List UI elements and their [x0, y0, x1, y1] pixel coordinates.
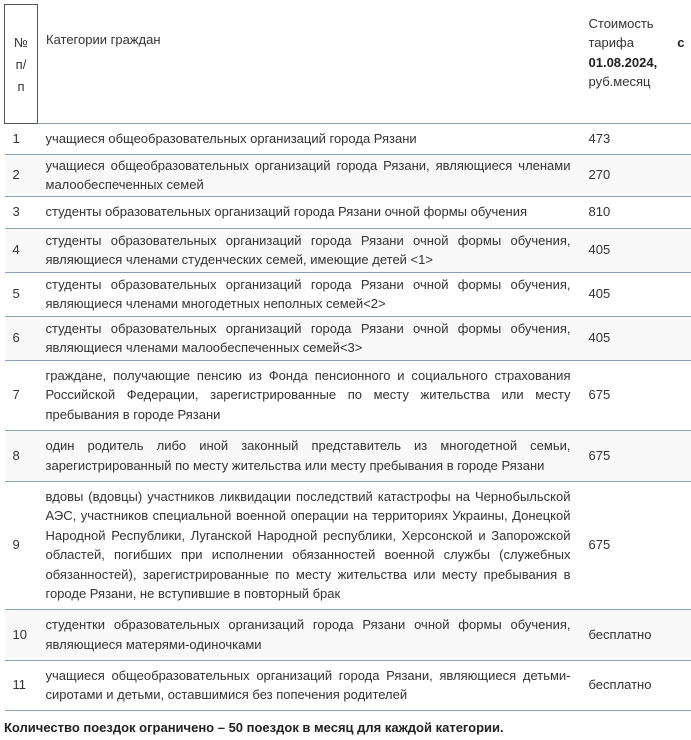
row-number: 3	[5, 196, 38, 228]
row-number: 4	[5, 228, 38, 272]
row-category: учащиеся общеобразовательных организаций города Рязани, являющиеся членами малообеспеченных семей	[38, 154, 579, 196]
row-category: граждане, получающие пенсию из Фонда пенсионного и социального страхования Российской Федерации, зарегистрированные по месту жительства или месту пребывания в городе Рязани	[38, 360, 579, 430]
row-price: 675	[579, 481, 691, 609]
row-category: вдовы (вдовцы) участников ликвидации последствий катастрофы на Чернобыльской АЭС, участников специальной военной операции на территориях Украины, Донецкой Народной Республики, Луганской Народной республики, Херсонской и Запорожской областей, погибших при исполнении обязанностей военной службы (служебных обязанностей), зарегистрированные по месту жительства или месту пребывания в городе Рязани, не вступившие в повторный брак	[38, 481, 579, 609]
row-price: бесплатно	[579, 609, 691, 660]
row-number: 8	[5, 430, 38, 481]
row-number: 11	[5, 660, 38, 710]
header-price-line2b: с	[677, 35, 685, 50]
table-row	[5, 316, 691, 360]
tariff-table	[4, 4, 691, 711]
row-category: один родитель либо иной законный представитель из многодетной семьи, зарегистрированный по месту жительства или месту пребывания в городе Рязани	[38, 430, 579, 481]
table-row	[5, 609, 691, 660]
row-price: 675	[579, 430, 691, 481]
row-number: 9	[5, 481, 38, 609]
row-number: 7	[5, 360, 38, 430]
row-price: бесплатно	[579, 660, 691, 710]
header-price-unit: руб.месяц	[588, 74, 651, 89]
row-number: 6	[5, 316, 38, 360]
row-category: студентки образовательных организаций города Рязани очной формы обучения, являющиеся матерями-одиночками	[38, 609, 579, 660]
row-number: 5	[5, 272, 38, 316]
table-row	[5, 154, 691, 196]
header-number-line1: №	[14, 34, 28, 50]
row-price: 405	[579, 272, 691, 316]
row-category: студенты образовательных организаций города Рязани очной формы обучения	[38, 196, 579, 228]
table-row	[5, 430, 691, 481]
table-row	[5, 196, 691, 228]
footnote: Количество поездок ограничено – 50 поездок в месяц для каждой категории.	[4, 720, 504, 735]
table-row	[5, 660, 691, 710]
row-category: студенты образовательных организаций города Рязани очной формы обучения, являющиеся членами малообеспеченных семей<3>	[38, 316, 579, 360]
header-price-line1: Стоимость	[588, 15, 654, 31]
row-price: 810	[579, 196, 691, 228]
row-number: 1	[5, 123, 38, 154]
row-price: 473	[579, 123, 691, 154]
header-number-line2: п/	[15, 56, 27, 72]
row-number: 10	[5, 609, 38, 660]
row-category: учащиеся общеобразовательных организаций города Рязани	[38, 123, 579, 154]
row-price: 270	[579, 154, 691, 196]
table-row	[5, 481, 691, 609]
row-category: студенты образовательных организаций города Рязани очной формы обучения, являющиеся членами студенческих семей, имеющие детей <1>	[38, 228, 579, 272]
row-price: 405	[579, 228, 691, 272]
header-number-line3: п	[17, 78, 25, 94]
row-category: учащиеся общеобразовательных организаций города Рязани, являющиеся детьми-сиротами и детьми, оставшимися без попечения родителей	[38, 660, 579, 710]
table-row	[5, 272, 691, 316]
header-price	[579, 5, 691, 124]
header-price-date: 01.08.2024,	[588, 54, 658, 70]
row-price: 675	[579, 360, 691, 430]
header-number	[5, 5, 38, 124]
table-row	[5, 360, 691, 430]
row-price: 405	[579, 316, 691, 360]
table-row	[5, 123, 691, 154]
row-category: студенты образовательных организаций города Рязани очной формы обучения, являющиеся членами многодетных неполных семей<2>	[38, 272, 579, 316]
table-row	[5, 228, 691, 272]
table-header-row	[5, 5, 691, 124]
row-number: 2	[5, 154, 38, 196]
header-price-line2a: тарифа	[588, 35, 634, 50]
header-category: Категории граждан	[46, 31, 161, 47]
